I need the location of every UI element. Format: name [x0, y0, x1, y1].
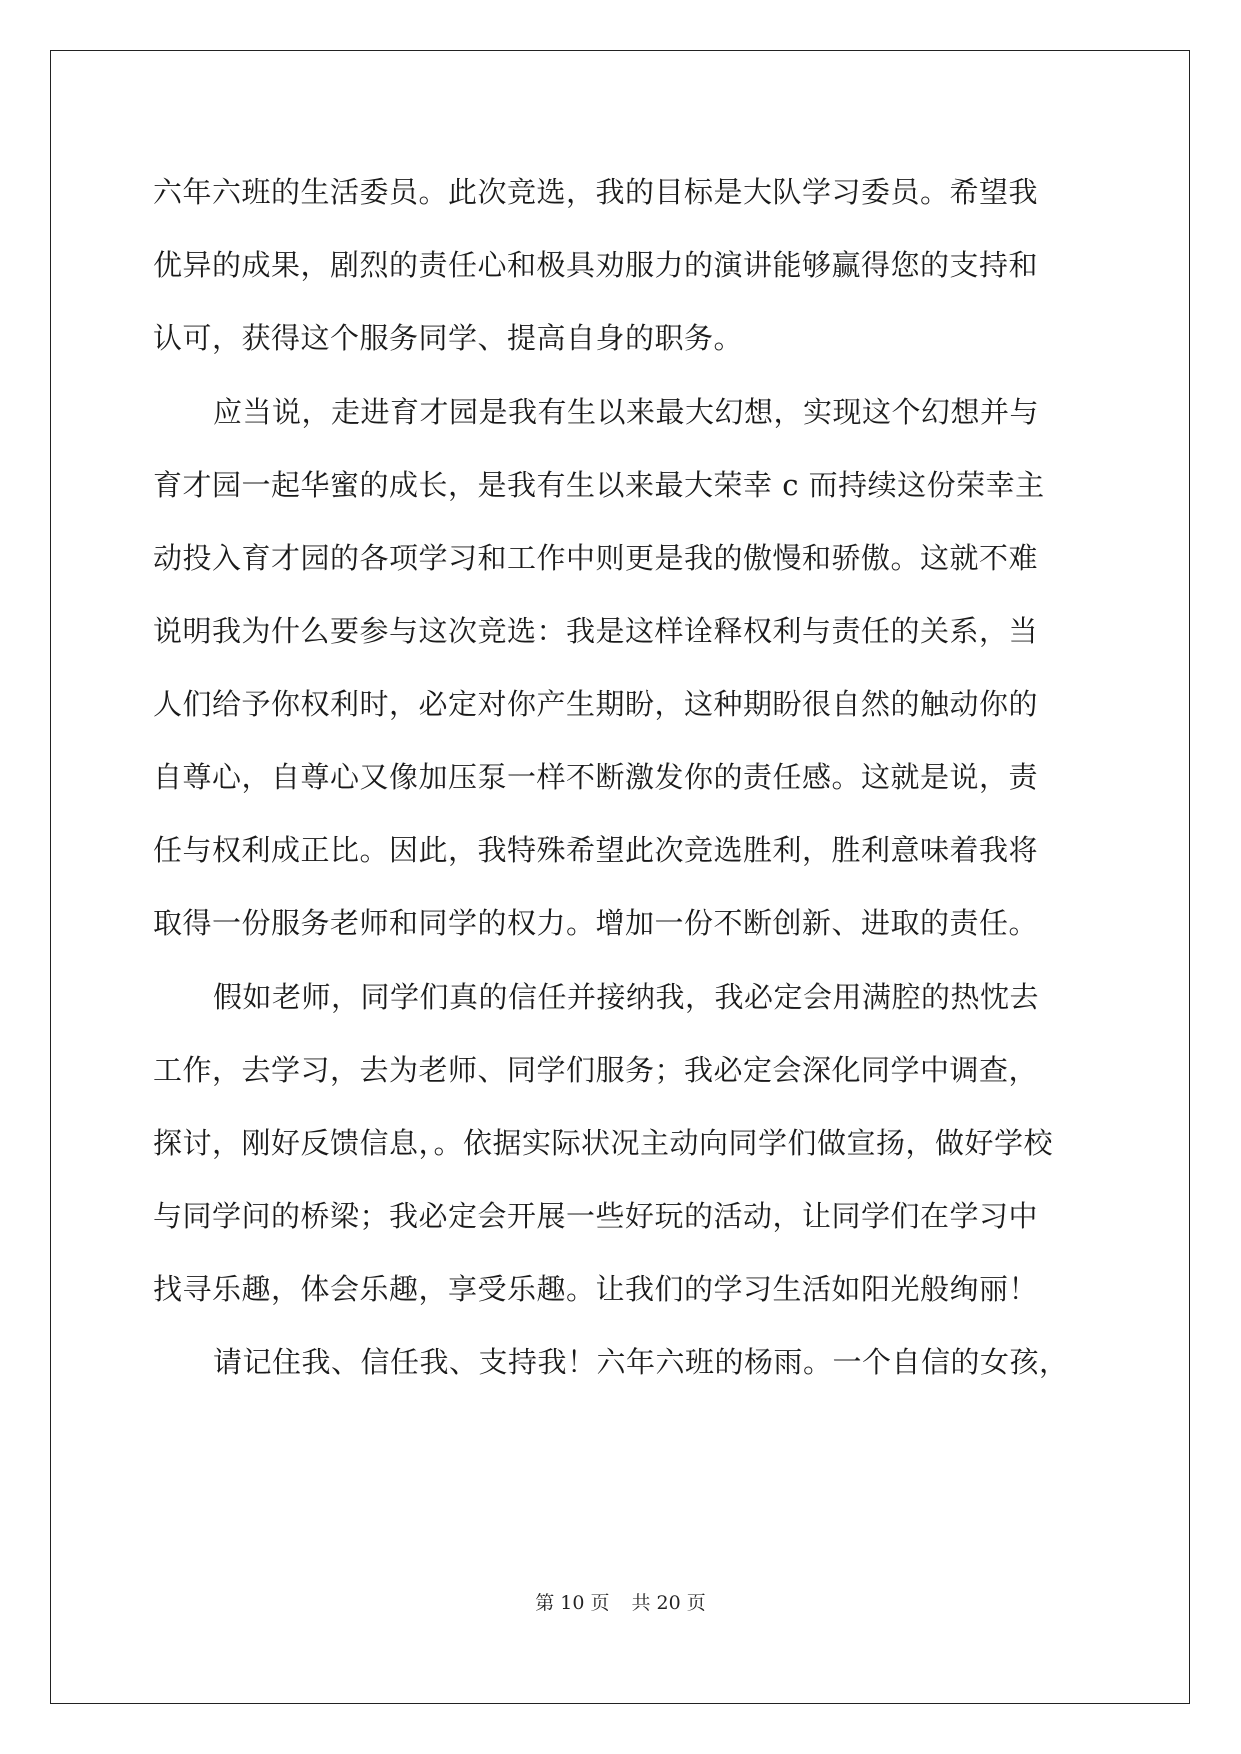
- text-line: 探讨，刚好反馈信息，。依据实际状况主动向同学们做宣扬，做好学校: [153, 1126, 1054, 1160]
- paragraph-start-line: 假如老师，同学们真的信任并接纳我，我必定会用满腔的热忱去: [213, 980, 1040, 1014]
- text-line: 动投入育才园的各项学习和工作中则更是我的傲慢和骄傲。这就不难: [153, 541, 1039, 575]
- text-line: 六年六班的生活委员。此次竞选，我的目标是大队学习委员。希望我: [153, 175, 1039, 209]
- text-line: 育才园一起华蜜的成长，是我有生以来最大荣幸 c 而持续这份荣幸主: [153, 468, 1045, 502]
- text-line: 取得一份服务老师和同学的权力。增加一份不断创新、进取的责任。: [153, 906, 1039, 940]
- text-line: 找寻乐趣，体会乐趣，享受乐趣。让我们的学习生活如阳光般绚丽！: [153, 1272, 1039, 1306]
- page-number-current: 第 10 页: [535, 1592, 610, 1614]
- text-line: 优异的成果，剧烈的责任心和极具劝服力的演讲能够赢得您的支持和: [153, 248, 1039, 282]
- text-line: 认可，获得这个服务同学、提高自身的职务。: [153, 321, 744, 355]
- paragraph-start-line: 请记住我、信任我、支持我！六年六班的杨雨。一个自信的女孩，: [213, 1345, 1069, 1379]
- page-footer: [0, 1590, 1241, 1616]
- paragraph-start-line: 应当说，走进育才园是我有生以来最大幻想，实现这个幻想并与: [213, 395, 1040, 429]
- page-number-total: 共 20 页: [631, 1592, 706, 1614]
- text-line: 说明我为什么要参与这次竞选：我是这样诠释权利与责任的关系，当: [153, 614, 1039, 648]
- text-line: 工作，去学习，去为老师、同学们服务；我必定会深化同学中调查，: [153, 1053, 1039, 1087]
- text-line: 人们给予你权利时，必定对你产生期盼，这种期盼很自然的触动你的: [153, 687, 1039, 721]
- text-line: 与同学问的桥梁；我必定会开展一些好玩的活动，让同学们在学习中: [153, 1199, 1039, 1233]
- text-line: 自尊心，自尊心又像加压泵一样不断激发你的责任感。这就是说，责: [153, 760, 1039, 794]
- page-border: [50, 50, 1190, 1704]
- text-line: 任与权利成正比。因此，我特殊希望此次竞选胜利，胜利意味着我将: [153, 833, 1039, 867]
